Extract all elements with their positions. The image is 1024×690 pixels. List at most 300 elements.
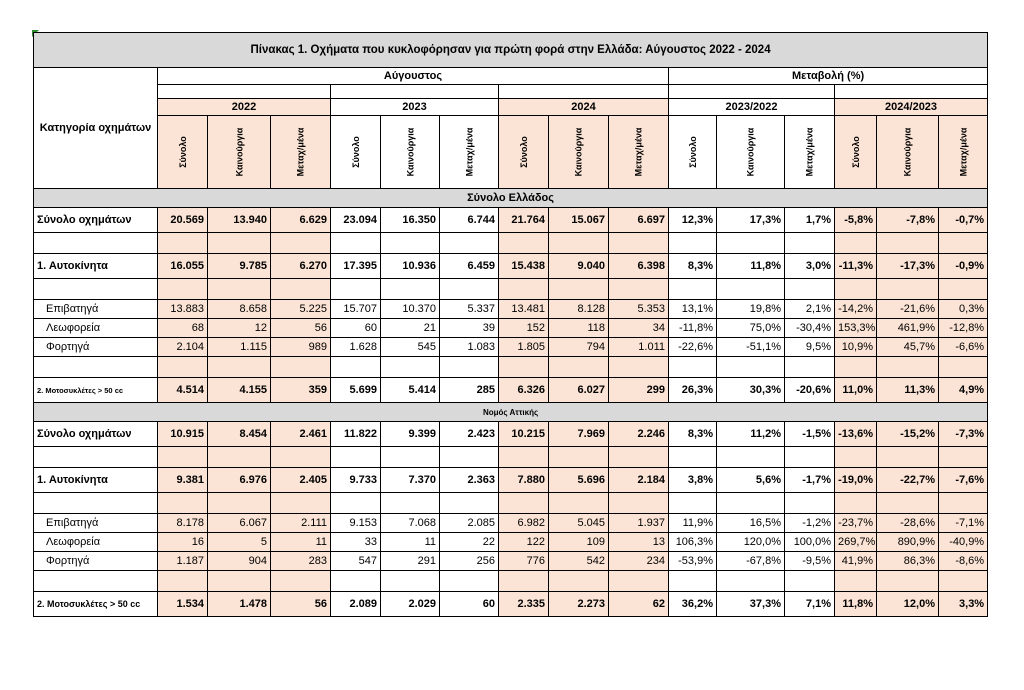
blank-cell	[381, 571, 440, 592]
table-row	[34, 533, 988, 552]
data-cell: -22,7%	[877, 468, 939, 493]
data-cell: 285	[440, 378, 499, 403]
data-cell: 2.363	[440, 468, 499, 493]
table-title: Πίνακας 1. Οχήματα που κυκλοφόρησαν για πρώτη φορά στην Ελλάδα: Αύγουστος 2022 - 2024	[34, 33, 988, 68]
data-cell: 122	[499, 533, 549, 552]
row-label: 2. Μοτοσυκλέτες > 50 cc	[34, 592, 158, 617]
data-cell: 56	[271, 319, 331, 338]
blank-cell	[717, 571, 785, 592]
data-cell: 5.225	[271, 300, 331, 319]
data-cell: 794	[549, 338, 609, 357]
data-cell: 5,6%	[717, 468, 785, 493]
subheader-label: Σύνολο	[177, 136, 188, 168]
data-cell: 11,3%	[877, 378, 939, 403]
subheader-total	[835, 116, 877, 189]
blank-cell	[717, 279, 785, 300]
data-cell: 6.067	[208, 514, 271, 533]
data-cell: 16	[158, 533, 208, 552]
data-cell: 1.187	[158, 552, 208, 571]
data-cell: 118	[549, 319, 609, 338]
blank-cell	[158, 279, 208, 300]
blank-cell	[331, 357, 381, 378]
subheader-label: Μεταχ/μένα	[463, 127, 474, 177]
data-cell: -51,1%	[717, 338, 785, 357]
data-cell: 1.011	[609, 338, 669, 357]
data-cell: 1.628	[331, 338, 381, 357]
section-header: Νομός Αττικής	[34, 403, 988, 422]
data-cell: -21,6%	[877, 300, 939, 319]
data-cell: 9.733	[331, 468, 381, 493]
data-cell: 1,7%	[785, 208, 835, 233]
data-cell: 5	[208, 533, 271, 552]
subheader-label: Καινούργια	[902, 127, 913, 177]
data-cell: 2.089	[331, 592, 381, 617]
data-cell: 7.370	[381, 468, 440, 493]
data-cell: -40,9%	[939, 533, 988, 552]
data-cell: 776	[499, 552, 549, 571]
blank-cell	[549, 571, 609, 592]
blank-cell	[208, 447, 271, 468]
blank-cell	[877, 233, 939, 254]
data-cell: -0,7%	[939, 208, 988, 233]
blank-cell	[34, 493, 158, 514]
data-cell: 4.514	[158, 378, 208, 403]
blank-cell	[440, 447, 499, 468]
blank-cell	[158, 571, 208, 592]
data-cell: 9,5%	[785, 338, 835, 357]
blank-cell	[835, 85, 988, 99]
data-cell: 86,3%	[877, 552, 939, 571]
data-cell: 39	[440, 319, 499, 338]
data-cell: -53,9%	[669, 552, 717, 571]
subheader-total	[331, 116, 381, 189]
blank-cell	[939, 493, 988, 514]
data-cell: 6.976	[208, 468, 271, 493]
blank-cell	[785, 571, 835, 592]
data-cell: 3,3%	[939, 592, 988, 617]
blank-cell	[499, 233, 549, 254]
blank-cell	[271, 571, 331, 592]
blank-cell	[939, 357, 988, 378]
blank-cell	[877, 571, 939, 592]
row-label: Λεωφορεία	[34, 533, 158, 552]
data-cell: 10.915	[158, 422, 208, 447]
data-cell: 8,3%	[669, 422, 717, 447]
blank-cell	[381, 493, 440, 514]
blank-cell	[549, 279, 609, 300]
subheader-new	[717, 116, 785, 189]
blank-cell	[549, 447, 609, 468]
data-cell: 11,0%	[835, 378, 877, 403]
period-header-2024-2023: 2024/2023	[835, 99, 988, 116]
data-cell: 62	[609, 592, 669, 617]
blank-cell	[381, 279, 440, 300]
table-row	[34, 592, 988, 617]
data-cell: 68	[158, 319, 208, 338]
subheader-label: Καινούργια	[573, 127, 584, 177]
row-label: Φορτηγά	[34, 338, 158, 357]
table-row	[34, 254, 988, 279]
blank-cell	[34, 233, 158, 254]
data-cell: 15.707	[331, 300, 381, 319]
blank-cell	[669, 571, 717, 592]
blank-cell	[208, 571, 271, 592]
data-cell: 2.423	[440, 422, 499, 447]
data-cell: 10,9%	[835, 338, 877, 357]
data-cell: -19,0%	[835, 468, 877, 493]
blank-cell	[877, 447, 939, 468]
blank-cell	[877, 357, 939, 378]
data-cell: 1.083	[440, 338, 499, 357]
data-cell: -1,5%	[785, 422, 835, 447]
blank-cell	[499, 447, 549, 468]
data-cell: 152	[499, 319, 549, 338]
data-cell: 10.936	[381, 254, 440, 279]
subheader-total	[499, 116, 549, 189]
blank-cell	[669, 447, 717, 468]
blank-cell	[717, 233, 785, 254]
data-cell: 299	[609, 378, 669, 403]
data-cell: 7,1%	[785, 592, 835, 617]
blank-cell	[271, 447, 331, 468]
data-cell: 13	[609, 533, 669, 552]
data-cell: 359	[271, 378, 331, 403]
data-cell: 109	[549, 533, 609, 552]
row-label: Επιβατηγά	[34, 300, 158, 319]
section-header: Σύνολο Ελλάδος	[34, 189, 988, 208]
data-cell: 8.178	[158, 514, 208, 533]
data-cell: 11	[271, 533, 331, 552]
data-cell: 461,9%	[877, 319, 939, 338]
subheader-used	[271, 116, 331, 189]
data-cell: 1.534	[158, 592, 208, 617]
blank-cell	[440, 233, 499, 254]
data-cell: 8,3%	[669, 254, 717, 279]
data-cell: -12,8%	[939, 319, 988, 338]
data-cell: 36,2%	[669, 592, 717, 617]
data-cell: 16.350	[381, 208, 440, 233]
data-cell: 283	[271, 552, 331, 571]
subheader-used	[609, 116, 669, 189]
blank-cell	[549, 357, 609, 378]
blank-cell	[440, 357, 499, 378]
data-cell: 6.459	[440, 254, 499, 279]
blank-cell	[158, 493, 208, 514]
data-cell: 23.094	[331, 208, 381, 233]
data-cell: 3,0%	[785, 254, 835, 279]
blank-cell	[158, 233, 208, 254]
data-cell: 2.405	[271, 468, 331, 493]
data-cell: 60	[440, 592, 499, 617]
data-cell: 11,9%	[669, 514, 717, 533]
data-cell: 8.128	[549, 300, 609, 319]
subheader-total	[669, 116, 717, 189]
data-cell: 13.481	[499, 300, 549, 319]
subheader-label: Σύνολο	[518, 136, 529, 168]
data-cell: 41,9%	[835, 552, 877, 571]
blank-cell	[609, 233, 669, 254]
blank-cell	[609, 447, 669, 468]
subheader-new	[549, 116, 609, 189]
data-cell: -7,6%	[939, 468, 988, 493]
blank-cell	[939, 571, 988, 592]
subheader-new	[208, 116, 271, 189]
subheader-label: Μεταχ/μένα	[804, 127, 815, 177]
data-cell: 8.454	[208, 422, 271, 447]
data-cell: 6.027	[549, 378, 609, 403]
data-cell: -11,8%	[669, 319, 717, 338]
blank-cell	[835, 571, 877, 592]
blank-cell	[835, 279, 877, 300]
subheader-used	[939, 116, 988, 189]
data-cell: 11,8%	[717, 254, 785, 279]
subheader-label: Σύνολο	[850, 136, 861, 168]
data-cell: 16,5%	[717, 514, 785, 533]
data-cell: 5.696	[549, 468, 609, 493]
blank-cell	[669, 357, 717, 378]
blank-cell	[877, 279, 939, 300]
data-cell: 120,0%	[717, 533, 785, 552]
data-cell: 9.785	[208, 254, 271, 279]
year-header-2024: 2024	[499, 99, 669, 116]
blank-cell	[549, 493, 609, 514]
data-cell: 9.381	[158, 468, 208, 493]
table-row	[34, 319, 988, 338]
category-header: Κατηγορία οχημάτων	[34, 68, 158, 189]
data-cell: 15.438	[499, 254, 549, 279]
data-cell: 45,7%	[877, 338, 939, 357]
data-cell: 234	[609, 552, 669, 571]
data-cell: 7.969	[549, 422, 609, 447]
data-cell: 4.155	[208, 378, 271, 403]
blank-cell	[34, 357, 158, 378]
data-cell: 2.029	[381, 592, 440, 617]
blank-cell	[669, 493, 717, 514]
data-cell: 2.184	[609, 468, 669, 493]
data-cell: 2.246	[609, 422, 669, 447]
data-cell: 11,2%	[717, 422, 785, 447]
data-cell: 1.937	[609, 514, 669, 533]
data-cell: 10.370	[381, 300, 440, 319]
data-cell: 12,3%	[669, 208, 717, 233]
row-label: Σύνολο οχημάτων	[34, 422, 158, 447]
blank-cell	[609, 493, 669, 514]
data-cell: 9.040	[549, 254, 609, 279]
blank-cell	[34, 447, 158, 468]
subheader-new	[381, 116, 440, 189]
blank-cell	[499, 357, 549, 378]
table-row	[34, 300, 988, 319]
data-cell: 545	[381, 338, 440, 357]
blank-cell	[669, 279, 717, 300]
data-cell: -7,3%	[939, 422, 988, 447]
data-cell: 2,1%	[785, 300, 835, 319]
data-cell: 12,0%	[877, 592, 939, 617]
data-cell: 547	[331, 552, 381, 571]
data-cell: 5.337	[440, 300, 499, 319]
blank-cell	[271, 279, 331, 300]
blank-cell	[785, 357, 835, 378]
data-cell: 10.215	[499, 422, 549, 447]
blank-cell	[331, 447, 381, 468]
data-cell: 9.153	[331, 514, 381, 533]
data-cell: 17,3%	[717, 208, 785, 233]
row-label: 2. Μοτοσυκλέτες > 50 cc	[34, 378, 158, 403]
blank-cell	[208, 279, 271, 300]
blank-cell	[669, 85, 835, 99]
blank-cell	[208, 493, 271, 514]
data-cell: 2.461	[271, 422, 331, 447]
blank-cell	[381, 357, 440, 378]
data-cell: -8,6%	[939, 552, 988, 571]
data-cell: -28,6%	[877, 514, 939, 533]
blank-cell	[208, 233, 271, 254]
data-cell: -1,2%	[785, 514, 835, 533]
data-cell: 26,3%	[669, 378, 717, 403]
blank-cell	[34, 571, 158, 592]
data-cell: 1.478	[208, 592, 271, 617]
data-cell: 5.353	[609, 300, 669, 319]
blank-cell	[785, 233, 835, 254]
data-cell: 60	[331, 319, 381, 338]
data-cell: 3,8%	[669, 468, 717, 493]
blank-cell	[158, 447, 208, 468]
blank-cell	[835, 447, 877, 468]
table-row	[34, 514, 988, 533]
data-cell: 4,9%	[939, 378, 988, 403]
blank-cell	[208, 357, 271, 378]
data-cell: 890,9%	[877, 533, 939, 552]
blank-cell	[669, 233, 717, 254]
blank-cell	[717, 357, 785, 378]
data-cell: 17.395	[331, 254, 381, 279]
table-row	[34, 422, 988, 447]
data-cell: 106,3%	[669, 533, 717, 552]
row-label: Λεωφορεία	[34, 319, 158, 338]
data-cell: 6.697	[609, 208, 669, 233]
subheader-label: Μεταχ/μένα	[958, 127, 969, 177]
data-cell: 1.115	[208, 338, 271, 357]
data-cell: 5.414	[381, 378, 440, 403]
subheader-label: Καινούργια	[405, 127, 415, 177]
blank-cell	[785, 447, 835, 468]
data-cell: 100,0%	[785, 533, 835, 552]
blank-cell	[717, 447, 785, 468]
data-cell: -23,7%	[835, 514, 877, 533]
data-cell: -7,1%	[939, 514, 988, 533]
blank-cell	[331, 571, 381, 592]
data-cell: 542	[549, 552, 609, 571]
blank-cell	[331, 233, 381, 254]
data-cell: 2.111	[271, 514, 331, 533]
data-cell: -5,8%	[835, 208, 877, 233]
data-cell: 13,1%	[669, 300, 717, 319]
data-cell: 904	[208, 552, 271, 571]
data-cell: -30,4%	[785, 319, 835, 338]
blank-cell	[331, 493, 381, 514]
data-cell: 56	[271, 592, 331, 617]
blank-cell	[835, 493, 877, 514]
subheader-used	[440, 116, 499, 189]
blank-cell	[440, 279, 499, 300]
data-cell: 16.055	[158, 254, 208, 279]
data-cell: 153,3%	[835, 319, 877, 338]
data-cell: 2.104	[158, 338, 208, 357]
data-cell: 8.658	[208, 300, 271, 319]
blank-cell	[158, 85, 331, 99]
data-cell: 2.085	[440, 514, 499, 533]
row-label: Φορτηγά	[34, 552, 158, 571]
data-cell: 6.326	[499, 378, 549, 403]
data-cell: 34	[609, 319, 669, 338]
data-cell: 6.744	[440, 208, 499, 233]
data-cell: 1.805	[499, 338, 549, 357]
data-cell: 30,3%	[717, 378, 785, 403]
table-row	[34, 338, 988, 357]
blank-cell	[609, 357, 669, 378]
row-label: 1. Αυτοκίνητα	[34, 468, 158, 493]
data-cell: 7.880	[499, 468, 549, 493]
data-cell: 21	[381, 319, 440, 338]
blank-cell	[717, 493, 785, 514]
data-cell: 9.399	[381, 422, 440, 447]
blank-cell	[785, 493, 835, 514]
blank-cell	[440, 493, 499, 514]
subheader-total	[158, 116, 208, 189]
blank-cell	[381, 447, 440, 468]
data-cell: 15.067	[549, 208, 609, 233]
blank-cell	[877, 493, 939, 514]
august-header: Αύγουστος	[158, 68, 669, 85]
data-cell: 291	[381, 552, 440, 571]
table-row	[34, 468, 988, 493]
blank-cell	[499, 85, 669, 99]
data-cell: 12	[208, 319, 271, 338]
data-cell: 37,3%	[717, 592, 785, 617]
data-cell: -1,7%	[785, 468, 835, 493]
data-cell: 21.764	[499, 208, 549, 233]
data-cell: 20.569	[158, 208, 208, 233]
data-cell: 2.335	[499, 592, 549, 617]
blank-cell	[34, 279, 158, 300]
blank-cell	[835, 357, 877, 378]
vehicles-table	[33, 32, 988, 617]
change-header: Μεταβολή (%)	[669, 68, 988, 85]
data-cell: 13.883	[158, 300, 208, 319]
data-cell: -14,2%	[835, 300, 877, 319]
data-cell: -22,6%	[669, 338, 717, 357]
blank-cell	[440, 571, 499, 592]
data-cell: 11	[381, 533, 440, 552]
blank-cell	[331, 279, 381, 300]
data-cell: 989	[271, 338, 331, 357]
data-cell: 6.398	[609, 254, 669, 279]
data-cell: 75,0%	[717, 319, 785, 338]
year-header-2022: 2022	[158, 99, 331, 116]
blank-cell	[939, 233, 988, 254]
data-cell: -15,2%	[877, 422, 939, 447]
blank-cell	[499, 493, 549, 514]
row-label: Σύνολο οχημάτων	[34, 208, 158, 233]
subheader-label: Σύνολο	[350, 136, 361, 168]
blank-cell	[785, 279, 835, 300]
blank-cell	[271, 493, 331, 514]
blank-cell	[835, 233, 877, 254]
data-cell: 269,7%	[835, 533, 877, 552]
data-cell: -0,9%	[939, 254, 988, 279]
blank-cell	[939, 447, 988, 468]
data-cell: 5.045	[549, 514, 609, 533]
